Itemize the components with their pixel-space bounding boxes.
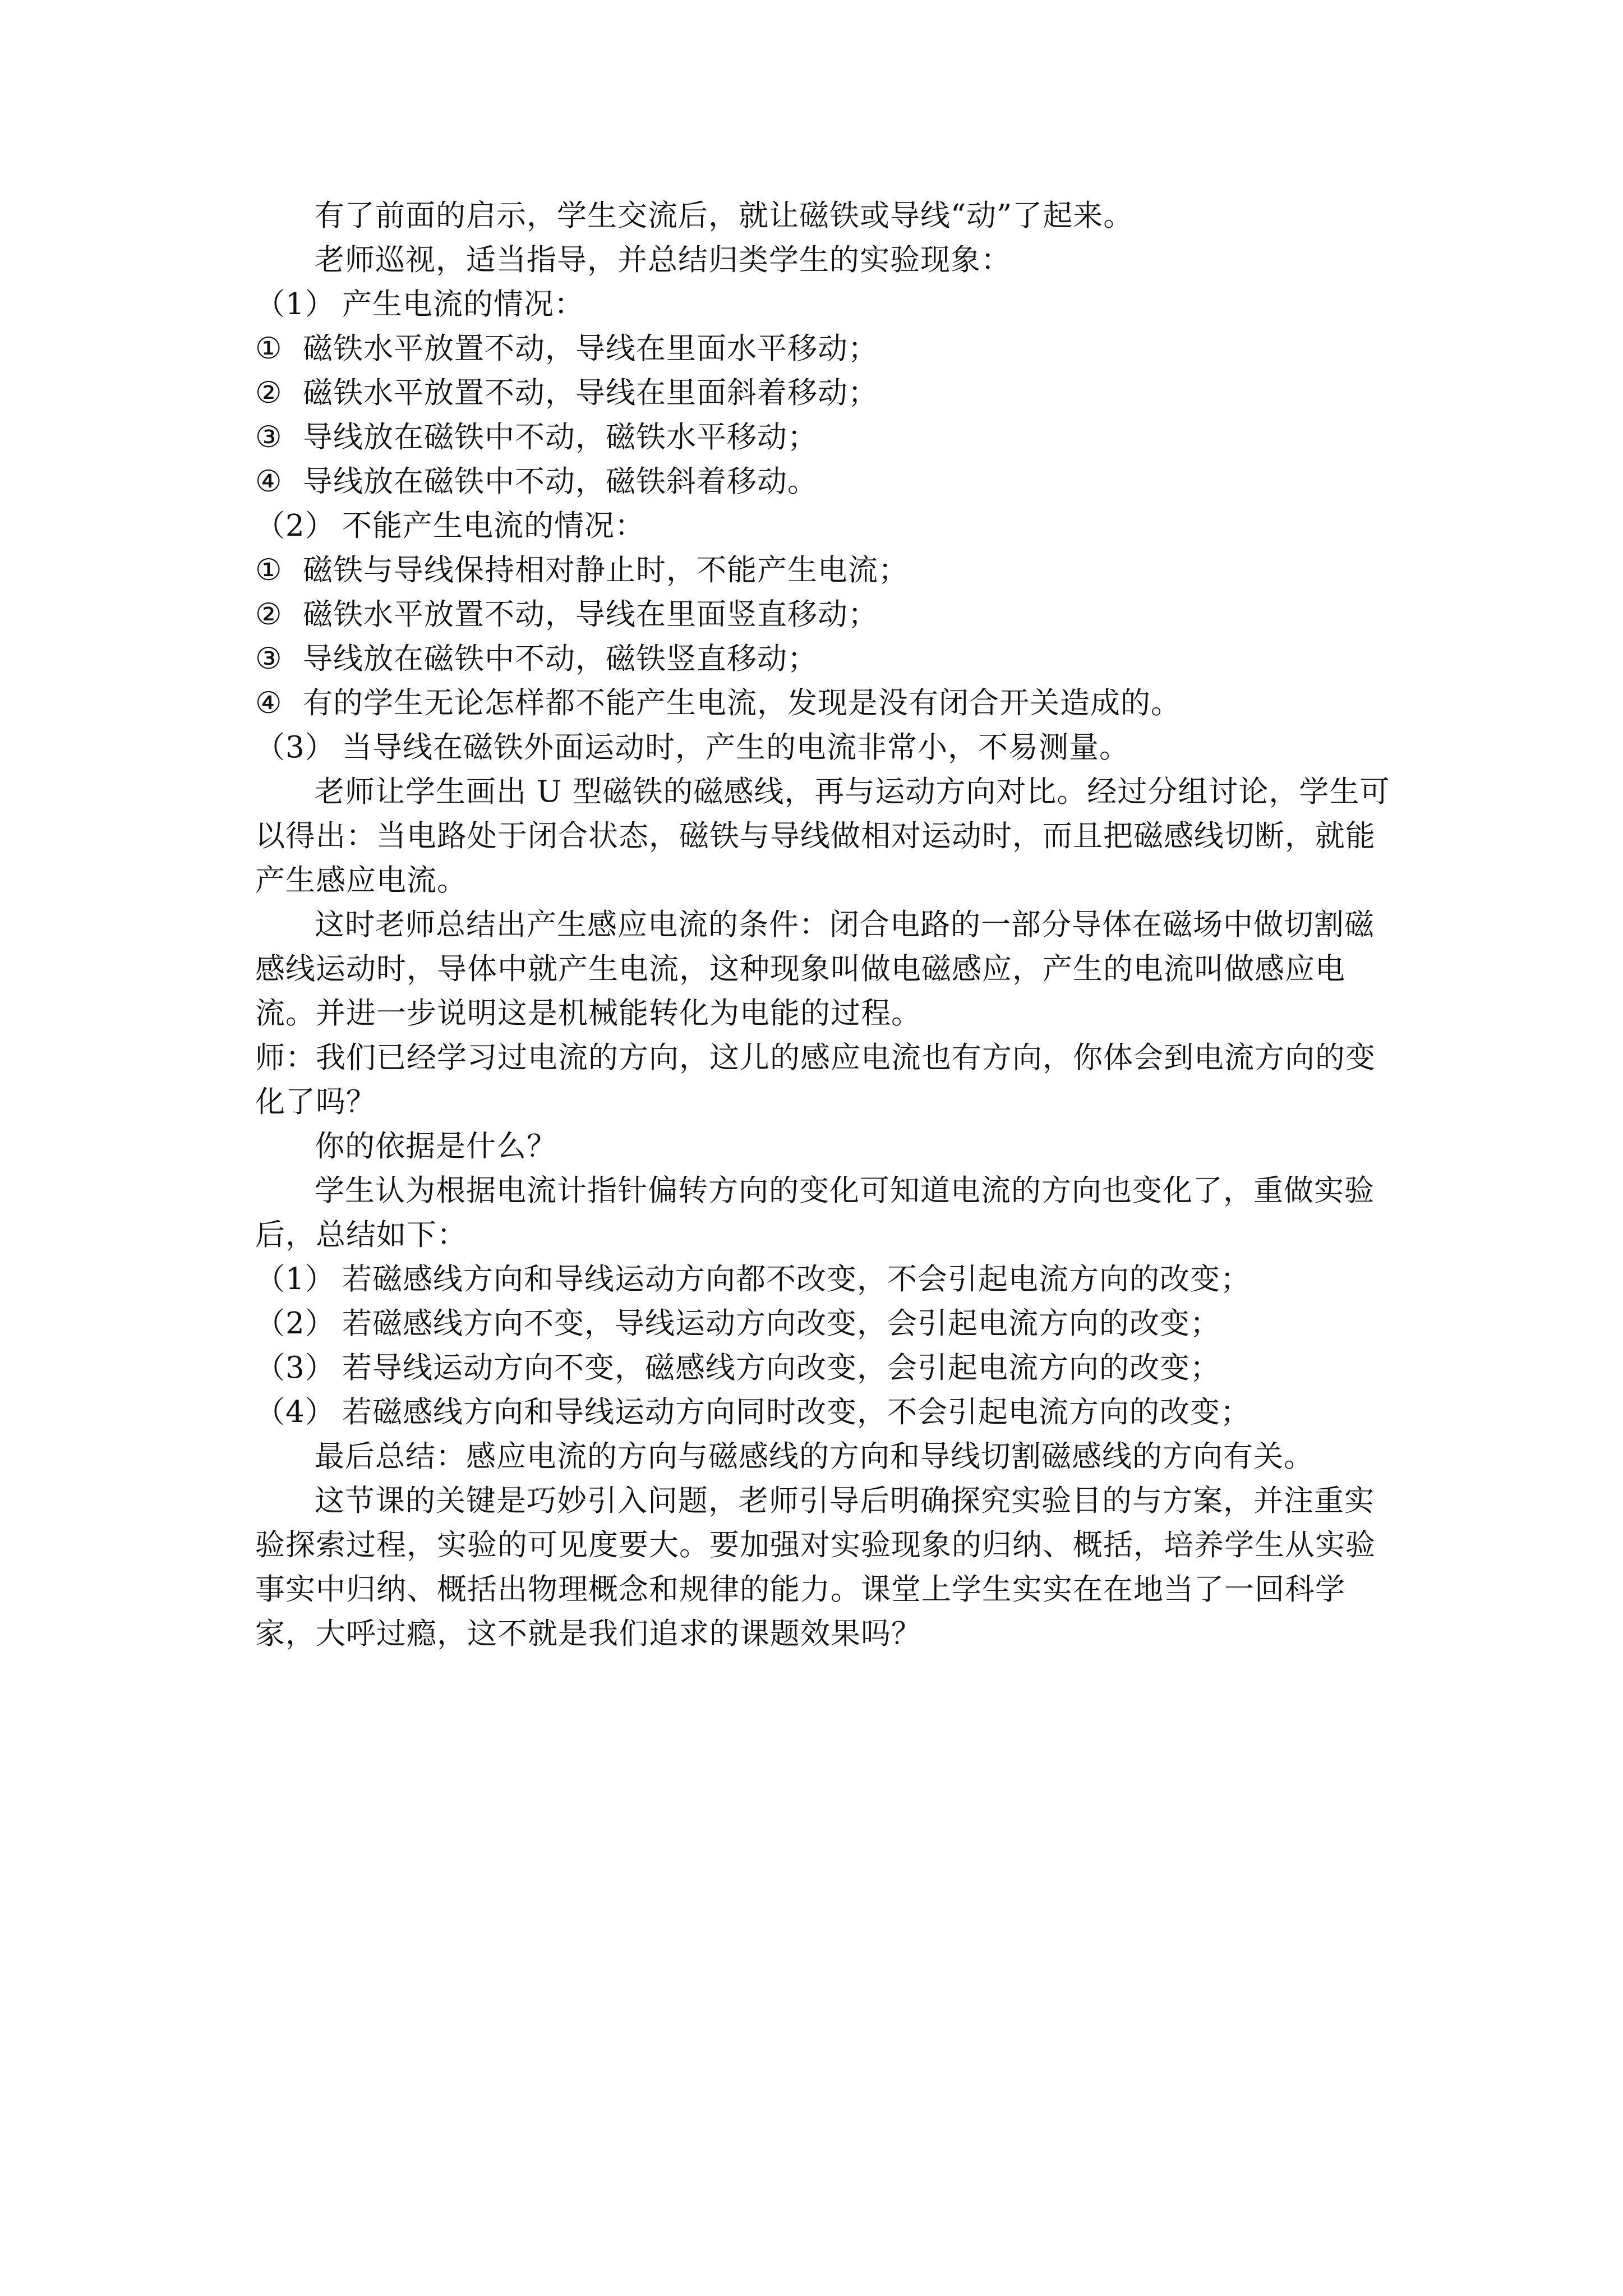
list-text: 磁铁水平放置不动，导线在里面斜着移动；	[303, 376, 878, 410]
paragraph-intro: 有了前面的启示，学生交流后，就让磁铁或导线“动”了起来。	[315, 199, 1134, 233]
paragraph-final-summary: 最后总结：感应电流的方向与磁感线的方向和导线切割磁感线的方向有关。	[315, 1439, 1314, 1474]
list-item	[255, 326, 1394, 371]
list-number: ①	[255, 553, 283, 587]
list-number: ①	[255, 332, 283, 366]
summary-text: 若磁感线方向和导线运动方向同时改变，不会引起电流方向的改变；	[342, 1395, 1251, 1429]
paragraph-teacher-patrol: 老师巡视，适当指导，并总结归类学生的实验现象：	[315, 243, 1011, 277]
list-number: ④	[255, 686, 283, 720]
list-text: 磁铁与导线保持相对静止时，不能产生电流；	[303, 553, 909, 587]
list-item	[255, 548, 1394, 592]
summary-item	[255, 1301, 1394, 1346]
summary-number: （3）	[255, 1351, 335, 1385]
paragraph-teacher-question: 师：我们已经学习过电流的方向，这儿的感应电流也有方向，你体会到电流方向的变化了吗？	[255, 1041, 1376, 1119]
summary-item	[255, 1390, 1394, 1434]
section-title: 产生电流的情况：	[342, 287, 584, 321]
paragraph-magnetic-lines: 老师让学生画出 U 型磁铁的磁感线，再与运动方向对比。经过分组讨论，学生可以得出：当电路处于闭合状态，磁铁与导线做相对运动时，而且把磁感线切断，就能产生感应电流。	[255, 775, 1390, 898]
section-number: （1）	[255, 287, 335, 321]
list-text: 磁铁水平放置不动，导线在里面竖直移动；	[303, 597, 878, 632]
paragraph-teacher-question-cont: 你的依据是什么？	[315, 1129, 557, 1163]
list-number: ②	[255, 597, 283, 632]
section-heading-2	[255, 504, 1394, 548]
list-number: ③	[255, 420, 283, 454]
summary-text: 若导线运动方向不变，磁感线方向改变，会引起电流方向的改变；	[342, 1351, 1220, 1385]
paragraph-student-summary: 学生认为根据电流计指针偏转方向的变化可知道电流的方向也变化了，重做实验后，总结如下：	[255, 1174, 1375, 1252]
list-number: ②	[255, 376, 283, 410]
summary-number: （4）	[255, 1395, 335, 1429]
section-heading-3	[255, 725, 1394, 770]
list-text: 导线放在磁铁中不动，磁铁斜着移动。	[303, 464, 818, 499]
list-number: ③	[255, 642, 283, 676]
list-text: 导线放在磁铁中不动，磁铁竖直移动；	[303, 642, 818, 676]
summary-text: 若磁感线方向和导线运动方向都不改变，不会引起电流方向的改变；	[342, 1262, 1251, 1296]
list-number: ④	[255, 464, 283, 499]
list-text: 导线放在磁铁中不动，磁铁水平移动；	[303, 420, 818, 454]
summary-number: （2）	[255, 1306, 335, 1341]
summary-number: （1）	[255, 1262, 335, 1296]
paragraph-induction-condition: 这时老师总结出产生感应电流的条件：闭合电路的一部分导体在磁场中做切割磁感线运动时，导体中就产生电流，这种现象叫做电磁感应，产生的电流叫做感应电流。并进一步说明这是机械能转化为电能的过程。	[255, 908, 1375, 1030]
list-item	[255, 637, 1394, 681]
list-item	[255, 592, 1394, 637]
section-number: （2）	[255, 509, 335, 543]
list-item	[255, 681, 1394, 725]
document-page	[255, 194, 1394, 1656]
section-title: 当导线在磁铁外面运动时，产生的电流非常小，不易测量。	[342, 730, 1129, 765]
list-text: 磁铁水平放置不动，导线在里面水平移动；	[303, 332, 878, 366]
section-number: （3）	[255, 730, 335, 765]
summary-item	[255, 1346, 1394, 1390]
list-item	[255, 415, 1394, 459]
paragraph-lesson-reflection: 这节课的关键是巧妙引入问题，老师引导后明确探究实验目的与方案，并注重实验探索过程，实验的可见度要大。要加强对实验现象的归纳、概括，培养学生从实验事实中归纳、概括出物理概念和规律的能力。课堂上学生实实在在地当了一回科学家，大呼过瘾，这不就是我们追求的课题效果吗？	[255, 1484, 1376, 1651]
list-item	[255, 371, 1394, 415]
summary-text: 若磁感线方向不变，导线运动方向改变，会引起电流方向的改变；	[342, 1306, 1220, 1341]
list-text: 有的学生无论怎样都不能产生电流，发现是没有闭合开关造成的。	[303, 686, 1181, 720]
summary-item	[255, 1257, 1394, 1301]
section-title: 不能产生电流的情况：	[342, 509, 645, 543]
section-heading-1	[255, 282, 1394, 326]
list-item	[255, 459, 1394, 504]
